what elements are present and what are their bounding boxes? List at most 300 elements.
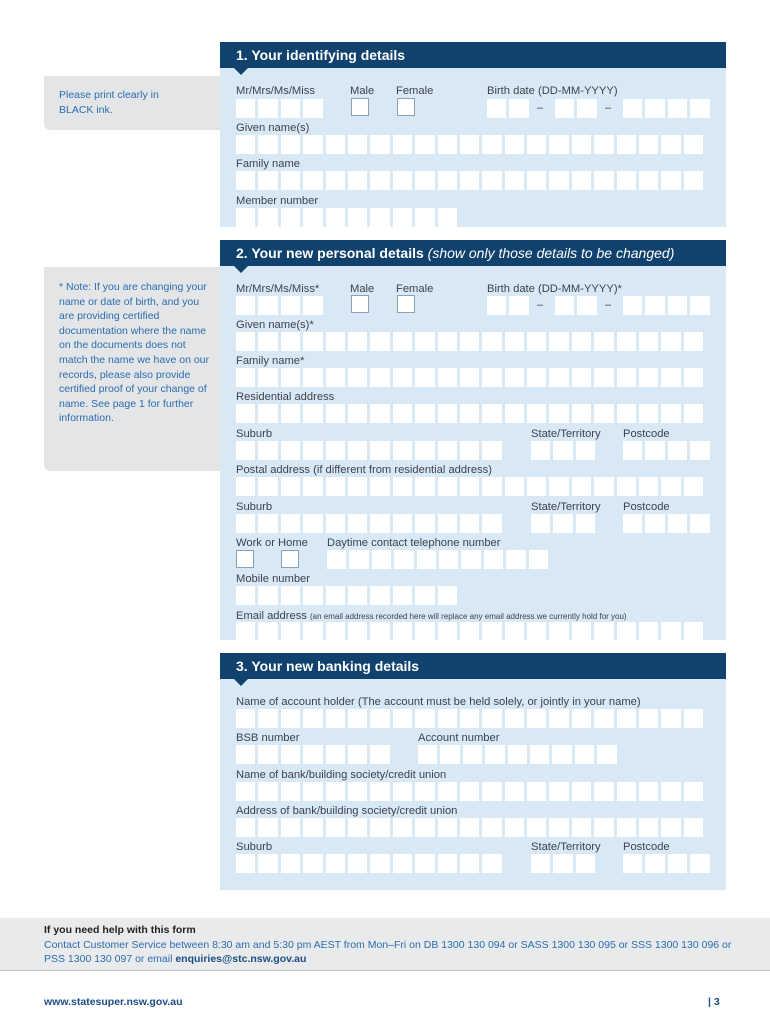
character-box[interactable] [370,404,389,423]
character-box[interactable] [597,745,616,764]
character-box[interactable] [668,441,687,460]
character-box[interactable] [258,514,277,533]
new-family-name-input[interactable] [236,368,703,387]
character-box[interactable] [281,296,300,315]
character-box[interactable] [668,99,687,118]
character-box[interactable] [617,404,636,423]
character-box[interactable] [572,135,591,154]
character-box[interactable] [549,368,568,387]
character-box[interactable] [509,99,528,118]
new-birth-year-input[interactable] [623,296,710,315]
character-box[interactable] [281,99,300,118]
character-box[interactable] [393,368,412,387]
character-box[interactable] [482,404,501,423]
character-box[interactable] [393,622,412,641]
character-box[interactable] [553,854,572,873]
character-box[interactable] [594,368,613,387]
character-box[interactable] [555,99,574,118]
character-box[interactable] [661,622,680,641]
character-box[interactable] [236,441,255,460]
character-box[interactable] [572,404,591,423]
character-box[interactable] [326,332,345,351]
character-box[interactable] [645,441,664,460]
character-box[interactable] [684,171,703,190]
character-box[interactable] [438,368,457,387]
character-box[interactable] [258,404,277,423]
character-box[interactable] [326,135,345,154]
character-box[interactable] [370,818,389,837]
character-box[interactable] [530,745,549,764]
character-box[interactable] [418,745,437,764]
character-box[interactable] [303,477,322,496]
character-box[interactable] [617,332,636,351]
character-box[interactable] [258,368,277,387]
character-box[interactable] [281,441,300,460]
character-box[interactable] [509,296,528,315]
character-box[interactable] [281,135,300,154]
character-box[interactable] [281,854,300,873]
character-box[interactable] [552,745,571,764]
character-box[interactable] [236,782,255,801]
character-box[interactable] [482,368,501,387]
character-box[interactable] [482,709,501,728]
email-address-input[interactable] [236,622,703,641]
character-box[interactable] [572,171,591,190]
character-box[interactable] [460,854,479,873]
character-box[interactable] [236,854,255,873]
help-email-link[interactable]: enquiries@stc.nsw.gov.au [175,953,307,965]
character-box[interactable] [639,709,658,728]
birth-year-input[interactable] [623,99,710,118]
character-box[interactable] [438,854,457,873]
character-box[interactable] [372,550,391,569]
character-box[interactable] [623,441,642,460]
character-box[interactable] [549,782,568,801]
character-box[interactable] [258,622,277,641]
character-box[interactable] [460,135,479,154]
character-box[interactable] [281,208,300,227]
character-box[interactable] [661,332,680,351]
character-box[interactable] [617,171,636,190]
character-box[interactable] [236,368,255,387]
character-box[interactable] [594,782,613,801]
character-box[interactable] [415,818,434,837]
postcode-input[interactable] [623,441,710,460]
character-box[interactable] [684,818,703,837]
character-box[interactable] [281,745,300,764]
character-box[interactable] [281,404,300,423]
character-box[interactable] [482,441,501,460]
character-box[interactable] [572,368,591,387]
character-box[interactable] [326,854,345,873]
character-box[interactable] [668,854,687,873]
character-box[interactable] [617,368,636,387]
character-box[interactable] [690,441,709,460]
character-box[interactable] [505,818,524,837]
character-box[interactable] [303,586,322,605]
character-box[interactable] [258,854,277,873]
state-territory-input[interactable] [531,441,595,460]
character-box[interactable] [553,441,572,460]
character-box[interactable] [326,514,345,533]
character-box[interactable] [594,332,613,351]
character-box[interactable] [393,514,412,533]
character-box[interactable] [577,296,596,315]
character-box[interactable] [684,135,703,154]
character-box[interactable] [303,99,322,118]
character-box[interactable] [415,135,434,154]
character-box[interactable] [236,586,255,605]
character-box[interactable] [577,99,596,118]
character-box[interactable] [639,332,658,351]
character-box[interactable] [531,854,550,873]
character-box[interactable] [684,332,703,351]
character-box[interactable] [549,332,568,351]
character-box[interactable] [236,208,255,227]
character-box[interactable] [326,622,345,641]
character-box[interactable] [438,332,457,351]
character-box[interactable] [326,441,345,460]
character-box[interactable] [348,441,367,460]
suburb-input[interactable] [236,441,502,460]
character-box[interactable] [549,818,568,837]
member-number-input[interactable] [236,208,457,227]
character-box[interactable] [555,296,574,315]
character-box[interactable] [549,477,568,496]
character-box[interactable] [415,332,434,351]
character-box[interactable] [639,135,658,154]
postal-address-input[interactable] [236,477,703,496]
character-box[interactable] [531,514,550,533]
character-box[interactable] [639,404,658,423]
character-box[interactable] [348,477,367,496]
character-box[interactable] [460,441,479,460]
character-box[interactable] [438,477,457,496]
character-box[interactable] [572,782,591,801]
residential-address-input[interactable] [236,404,703,423]
birth-month-input[interactable] [555,99,597,118]
character-box[interactable] [482,477,501,496]
new-title-input[interactable] [236,296,323,315]
character-box[interactable] [482,818,501,837]
character-box[interactable] [482,854,501,873]
character-box[interactable] [258,208,277,227]
character-box[interactable] [393,854,412,873]
character-box[interactable] [527,818,546,837]
character-box[interactable] [281,586,300,605]
character-box[interactable] [661,368,680,387]
character-box[interactable] [463,745,482,764]
character-box[interactable] [303,709,322,728]
character-box[interactable] [415,709,434,728]
character-box[interactable] [684,368,703,387]
character-box[interactable] [594,171,613,190]
character-box[interactable] [348,135,367,154]
character-box[interactable] [617,818,636,837]
character-box[interactable] [623,514,642,533]
character-box[interactable] [281,514,300,533]
character-box[interactable] [281,709,300,728]
character-box[interactable] [281,332,300,351]
character-box[interactable] [505,477,524,496]
work-checkbox[interactable] [236,550,254,568]
character-box[interactable] [594,477,613,496]
character-box[interactable] [327,550,346,569]
character-box[interactable] [326,818,345,837]
character-box[interactable] [508,745,527,764]
character-box[interactable] [690,296,709,315]
character-box[interactable] [415,514,434,533]
character-box[interactable] [531,441,550,460]
character-box[interactable] [326,404,345,423]
character-box[interactable] [572,709,591,728]
character-box[interactable] [415,441,434,460]
character-box[interactable] [668,296,687,315]
character-box[interactable] [487,99,506,118]
character-box[interactable] [438,135,457,154]
character-box[interactable] [303,368,322,387]
character-box[interactable] [303,622,322,641]
character-box[interactable] [505,332,524,351]
character-box[interactable] [417,550,436,569]
character-box[interactable] [348,818,367,837]
character-box[interactable] [594,709,613,728]
character-box[interactable] [639,477,658,496]
account-number-input[interactable] [418,745,617,764]
character-box[interactable] [549,135,568,154]
character-box[interactable] [505,368,524,387]
character-box[interactable] [527,332,546,351]
character-box[interactable] [440,745,459,764]
character-box[interactable] [349,550,368,569]
character-box[interactable] [370,477,389,496]
character-box[interactable] [527,171,546,190]
character-box[interactable] [527,622,546,641]
new-birth-day-input[interactable] [487,296,529,315]
character-box[interactable] [326,586,345,605]
character-box[interactable] [549,404,568,423]
character-box[interactable] [236,99,255,118]
character-box[interactable] [370,208,389,227]
character-box[interactable] [236,135,255,154]
female-checkbox[interactable] [397,98,415,116]
character-box[interactable] [393,332,412,351]
character-box[interactable] [348,709,367,728]
character-box[interactable] [438,171,457,190]
character-box[interactable] [572,332,591,351]
character-box[interactable] [668,514,687,533]
character-box[interactable] [485,745,504,764]
character-box[interactable] [505,782,524,801]
character-box[interactable] [460,709,479,728]
character-box[interactable] [575,745,594,764]
character-box[interactable] [258,332,277,351]
character-box[interactable] [460,332,479,351]
mobile-number-input[interactable] [236,586,457,605]
character-box[interactable] [460,171,479,190]
character-box[interactable] [303,404,322,423]
character-box[interactable] [281,782,300,801]
character-box[interactable] [484,550,503,569]
character-box[interactable] [505,135,524,154]
character-box[interactable] [326,368,345,387]
character-box[interactable] [258,135,277,154]
title-input[interactable] [236,99,323,118]
character-box[interactable] [617,622,636,641]
account-holder-input[interactable] [236,709,703,728]
character-box[interactable] [348,368,367,387]
character-box[interactable] [370,709,389,728]
character-box[interactable] [236,745,255,764]
character-box[interactable] [370,782,389,801]
character-box[interactable] [529,550,548,569]
character-box[interactable] [594,404,613,423]
character-box[interactable] [639,622,658,641]
character-box[interactable] [572,477,591,496]
character-box[interactable] [623,99,642,118]
character-box[interactable] [236,709,255,728]
character-box[interactable] [623,296,642,315]
character-box[interactable] [482,514,501,533]
character-box[interactable] [303,208,322,227]
character-box[interactable] [438,818,457,837]
new-female-checkbox[interactable] [397,295,415,313]
character-box[interactable] [415,208,434,227]
character-box[interactable] [576,854,595,873]
character-box[interactable] [258,709,277,728]
character-box[interactable] [348,745,367,764]
character-box[interactable] [576,514,595,533]
character-box[interactable] [487,296,506,315]
character-box[interactable] [258,296,277,315]
character-box[interactable] [661,135,680,154]
character-box[interactable] [661,782,680,801]
character-box[interactable] [393,782,412,801]
character-box[interactable] [415,477,434,496]
character-box[interactable] [393,477,412,496]
character-box[interactable] [690,514,709,533]
character-box[interactable] [258,782,277,801]
character-box[interactable] [576,441,595,460]
character-box[interactable] [438,586,457,605]
bank-suburb-input[interactable] [236,854,502,873]
character-box[interactable] [645,854,664,873]
character-box[interactable] [661,477,680,496]
character-box[interactable] [438,782,457,801]
character-box[interactable] [303,135,322,154]
character-box[interactable] [623,854,642,873]
character-box[interactable] [684,709,703,728]
family-name-input[interactable] [236,171,703,190]
character-box[interactable] [326,709,345,728]
character-box[interactable] [281,477,300,496]
character-box[interactable] [258,818,277,837]
character-box[interactable] [639,368,658,387]
character-box[interactable] [639,818,658,837]
bank-name-input[interactable] [236,782,703,801]
character-box[interactable] [303,745,322,764]
character-box[interactable] [281,368,300,387]
character-box[interactable] [661,404,680,423]
character-box[interactable] [617,477,636,496]
character-box[interactable] [236,296,255,315]
character-box[interactable] [258,441,277,460]
character-box[interactable] [393,404,412,423]
character-box[interactable] [684,477,703,496]
character-box[interactable] [281,818,300,837]
new-male-checkbox[interactable] [351,295,369,313]
character-box[interactable] [370,332,389,351]
character-box[interactable] [258,745,277,764]
character-box[interactable] [370,135,389,154]
given-name-input[interactable] [236,135,703,154]
new-birth-month-input[interactable] [555,296,597,315]
character-box[interactable] [393,171,412,190]
character-box[interactable] [236,514,255,533]
character-box[interactable] [527,135,546,154]
character-box[interactable] [348,782,367,801]
character-box[interactable] [549,171,568,190]
character-box[interactable] [303,171,322,190]
character-box[interactable] [527,709,546,728]
character-box[interactable] [236,622,255,641]
character-box[interactable] [303,296,322,315]
bank-state-input[interactable] [531,854,595,873]
character-box[interactable] [506,550,525,569]
character-box[interactable] [415,171,434,190]
character-box[interactable] [617,709,636,728]
character-box[interactable] [645,296,664,315]
character-box[interactable] [415,404,434,423]
character-box[interactable] [303,332,322,351]
character-box[interactable] [527,782,546,801]
character-box[interactable] [236,332,255,351]
character-box[interactable] [393,709,412,728]
character-box[interactable] [617,135,636,154]
character-box[interactable] [258,171,277,190]
character-box[interactable] [415,586,434,605]
character-box[interactable] [236,171,255,190]
character-box[interactable] [645,514,664,533]
character-box[interactable] [370,514,389,533]
character-box[interactable] [639,782,658,801]
postal-state-input[interactable] [531,514,595,533]
character-box[interactable] [684,782,703,801]
character-box[interactable] [326,782,345,801]
birth-day-input[interactable] [487,99,529,118]
character-box[interactable] [617,782,636,801]
character-box[interactable] [415,368,434,387]
character-box[interactable] [684,404,703,423]
character-box[interactable] [438,404,457,423]
new-given-name-input[interactable] [236,332,703,351]
character-box[interactable] [348,404,367,423]
character-box[interactable] [415,622,434,641]
postal-suburb-input[interactable] [236,514,502,533]
character-box[interactable] [370,586,389,605]
character-box[interactable] [527,404,546,423]
character-box[interactable] [572,622,591,641]
postal-postcode-input[interactable] [623,514,710,533]
character-box[interactable] [303,782,322,801]
bsb-number-input[interactable] [236,745,390,764]
character-box[interactable] [553,514,572,533]
character-box[interactable] [303,818,322,837]
character-box[interactable] [594,135,613,154]
character-box[interactable] [645,99,664,118]
character-box[interactable] [326,171,345,190]
character-box[interactable] [461,550,480,569]
